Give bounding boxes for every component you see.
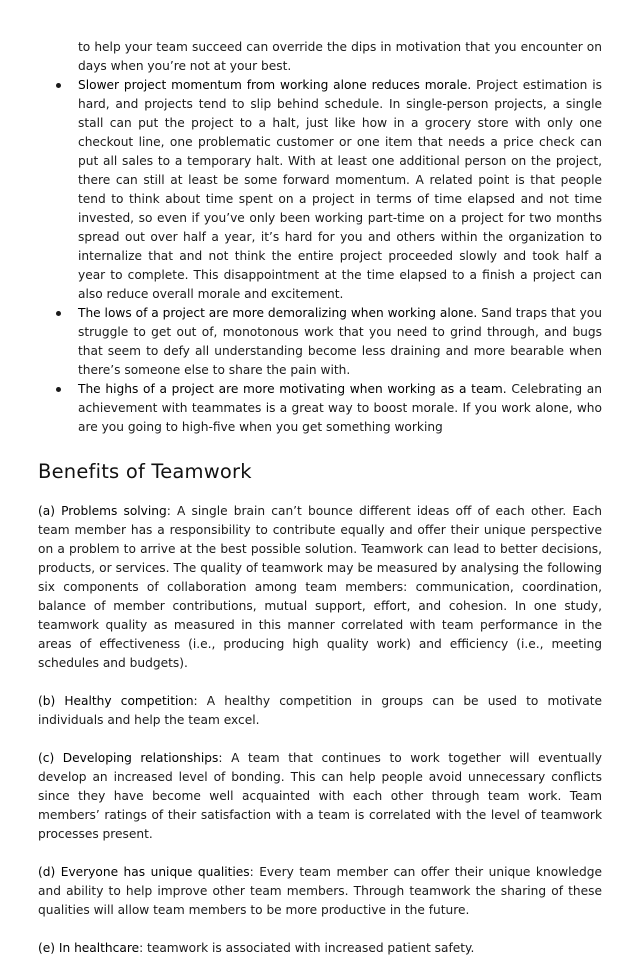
bullet-lead: Slower project momentum from working alone reduces morale.	[78, 78, 472, 92]
benefit-text: : teamwork is associated with increased patient safety.	[139, 941, 475, 955]
section-heading: Benefits of Teamwork	[38, 460, 252, 483]
bullet-list	[38, 76, 602, 437]
bullet-marker-icon	[56, 311, 61, 316]
bullet-text: Celebrating an achievement with teammates is a great way to boost morale. If you work alone, who are you going to high-five when you get something working	[78, 382, 602, 434]
intro-continuation: to help your team succeed can override the dips in motivation that you encounter on days when you’re not at your best.	[78, 40, 602, 73]
benefit-label: (e) In healthcare	[38, 941, 140, 955]
bullet-text: Sand traps that you struggle to get out of, monotonous work that you need to grind through, and bugs that seem to defy all understanding become less draining and more bearable when there’s someone else to share the pain with.	[78, 306, 602, 377]
benefit-paragraph	[38, 692, 602, 730]
benefit-label: (c) Developing relationships	[38, 751, 219, 765]
benefit-text: : A team that continues to work together will eventually develop an increased level of bonding. This can help people avoid unnecessary conflicts since they have become well acquainted with each other through team work. Team members’ ratings of their satisfaction with a team is correlated with the level of teamwork processes present.	[38, 751, 603, 841]
bullet-item	[38, 304, 602, 380]
benefit-label: (d) Everyone has unique qualities	[38, 865, 250, 879]
benefit-paragraph	[38, 749, 602, 844]
bullet-text: Project estimation is hard, and projects tend to slip behind schedule. In single-person projects, a single stall can put the project to a halt, just like how in a grocery store with only one checkout line, one problematic customer or one item that needs a price check can put all sales to a temporary halt. With at least one additional person on the project, there can still at least be some forward momentum. A related point is that people tend to think about time spent on a project in terms of time elapsed and not time invested, so even if you’ve only been working part-time on a project for two months spread out over half a year, it’s hard for you and others within the organization to internalize that and not think the entire project proceeded slowly and took half a year to complete. This disappointment at the time elapsed to a finish a project can also reduce overall morale and excitement.	[78, 78, 602, 301]
benefit-label: (b) Healthy competition	[38, 694, 194, 708]
benefit-text: : Every team member can offer their unique knowledge and ability to help improve other team members. Through teamwork the sharing of these qualities will allow team members to be more productive in the future.	[38, 865, 602, 917]
bullet-lead: The lows of a project are more demoralizing when working alone.	[78, 306, 478, 320]
bullet-item	[38, 380, 602, 437]
bullet-marker-icon	[56, 83, 61, 88]
benefit-paragraph	[38, 863, 602, 920]
benefit-paragraph	[38, 502, 602, 673]
benefit-text: : A single brain can’t bounce different ideas off of each other. Each team member has a responsibility to contribute equally and offer their unique perspective on a problem to arrive at the best possible solution. Teamwork can lead to better decisions, products, or services. The quality of teamwork may be measured by analysing the following six components of collaboration among team members: communication, coordination, balance of member contributions, mutual support, effort, and cohesion. In one study, teamwork quality as measured in this manner correlated with team performance in the areas of effectiveness (i.e., producing high quality work) and efficiency (i.e., meeting schedules and budgets).	[38, 504, 603, 670]
benefit-label: (a) Problems solving	[38, 504, 167, 518]
bullet-marker-icon	[56, 387, 61, 392]
benefit-paragraph	[38, 939, 602, 958]
benefit-text: : A healthy competition in groups can be used to motivate individuals and help the team excel.	[38, 694, 602, 727]
bullet-lead: The highs of a project are more motivating when working as a team.	[78, 382, 507, 396]
bullet-item	[38, 76, 602, 304]
